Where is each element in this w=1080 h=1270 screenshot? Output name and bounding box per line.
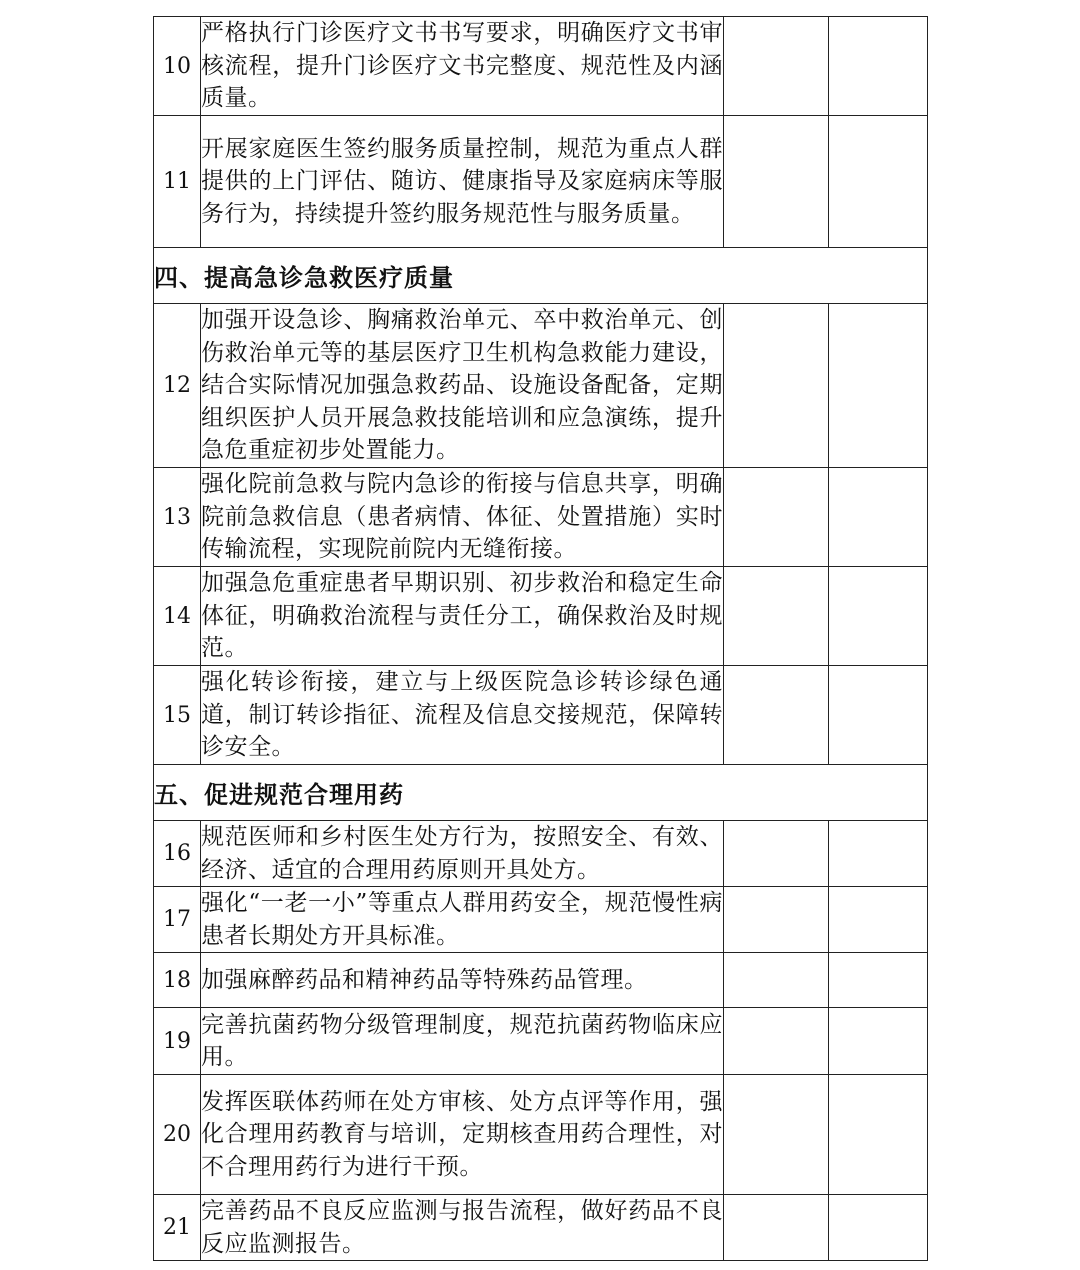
blank-cell bbox=[829, 17, 928, 116]
item-number: 20 bbox=[154, 1075, 201, 1195]
item-number: 13 bbox=[154, 468, 201, 567]
blank-cell bbox=[829, 821, 928, 887]
section-header-row bbox=[154, 765, 928, 821]
table-row bbox=[154, 17, 928, 116]
table-row bbox=[154, 304, 928, 468]
item-text: 完善抗菌药物分级管理制度，规范抗菌药物临床应用。 bbox=[201, 1008, 724, 1075]
item-text: 加强麻醉药品和精神药品等特殊药品管理。 bbox=[201, 953, 724, 1008]
section-header-row bbox=[154, 248, 928, 304]
item-text: 规范医师和乡村医生处方行为，按照安全、有效、经济、适宜的合理用药原则开具处方。 bbox=[201, 821, 724, 887]
item-number: 14 bbox=[154, 567, 201, 666]
blank-cell bbox=[724, 666, 829, 765]
blank-cell bbox=[829, 116, 928, 248]
blank-cell bbox=[829, 666, 928, 765]
item-text: 发挥医联体药师在处方审核、处方点评等作用，强化合理用药教育与培训，定期核查用药合理性，对不合理用药行为进行干预。 bbox=[201, 1075, 724, 1195]
item-text: 加强急危重症患者早期识别、初步救治和稳定生命体征，明确救治流程与责任分工，确保救治及时规范。 bbox=[201, 567, 724, 666]
item-text: 加强开设急诊、胸痛救治单元、卒中救治单元、创伤救治单元等的基层医疗卫生机构急救能力建设，结合实际情况加强急救药品、设施设备配备，定期组织医护人员开展急救技能培训和应急演练，提升急危重症初步处置能力。 bbox=[201, 304, 724, 468]
blank-cell bbox=[829, 1075, 928, 1195]
item-number: 15 bbox=[154, 666, 201, 765]
blank-cell bbox=[829, 304, 928, 468]
blank-cell bbox=[724, 1195, 829, 1261]
item-number: 16 bbox=[154, 821, 201, 887]
blank-cell bbox=[724, 1008, 829, 1075]
table-row bbox=[154, 1075, 928, 1195]
blank-cell bbox=[829, 567, 928, 666]
table-row bbox=[154, 821, 928, 887]
item-text: 强化院前急救与院内急诊的衔接与信息共享，明确院前急救信息（患者病情、体征、处置措施）实时传输流程，实现院前院内无缝衔接。 bbox=[201, 468, 724, 567]
table-row bbox=[154, 116, 928, 248]
item-number: 12 bbox=[154, 304, 201, 468]
item-number: 17 bbox=[154, 887, 201, 953]
blank-cell bbox=[724, 468, 829, 567]
table-row bbox=[154, 666, 928, 765]
blank-cell bbox=[829, 953, 928, 1008]
blank-cell bbox=[724, 304, 829, 468]
blank-cell bbox=[724, 17, 829, 116]
item-number: 10 bbox=[154, 17, 201, 116]
item-text: 严格执行门诊医疗文书书写要求，明确医疗文书审核流程，提升门诊医疗文书完整度、规范性及内涵质量。 bbox=[201, 17, 724, 116]
blank-cell bbox=[829, 1195, 928, 1261]
item-number: 18 bbox=[154, 953, 201, 1008]
item-number: 19 bbox=[154, 1008, 201, 1075]
blank-cell bbox=[724, 116, 829, 248]
blank-cell bbox=[724, 953, 829, 1008]
item-text: 强化转诊衔接，建立与上级医院急诊转诊绿色通道，制订转诊指征、流程及信息交接规范，保障转诊安全。 bbox=[201, 666, 724, 765]
blank-cell bbox=[724, 887, 829, 953]
section-heading: 四、提高急诊急救医疗质量 bbox=[154, 248, 928, 304]
table-row bbox=[154, 1195, 928, 1261]
blank-cell bbox=[829, 1008, 928, 1075]
item-number: 11 bbox=[154, 116, 201, 248]
table-row bbox=[154, 1008, 928, 1075]
blank-cell bbox=[724, 567, 829, 666]
blank-cell bbox=[724, 821, 829, 887]
blank-cell bbox=[724, 1075, 829, 1195]
checklist-table bbox=[153, 16, 928, 1261]
table-row bbox=[154, 953, 928, 1008]
item-text: 完善药品不良反应监测与报告流程，做好药品不良反应监测报告。 bbox=[201, 1195, 724, 1261]
blank-cell bbox=[829, 887, 928, 953]
table-row bbox=[154, 468, 928, 567]
item-number: 21 bbox=[154, 1195, 201, 1261]
section-heading: 五、促进规范合理用药 bbox=[154, 765, 928, 821]
item-text: 开展家庭医生签约服务质量控制，规范为重点人群提供的上门评估、随访、健康指导及家庭病床等服务行为，持续提升签约服务规范性与服务质量。 bbox=[201, 116, 724, 248]
blank-cell bbox=[829, 468, 928, 567]
table-row bbox=[154, 887, 928, 953]
table-row bbox=[154, 567, 928, 666]
item-text: 强化“一老一小”等重点人群用药安全，规范慢性病患者长期处方开具标准。 bbox=[201, 887, 724, 953]
